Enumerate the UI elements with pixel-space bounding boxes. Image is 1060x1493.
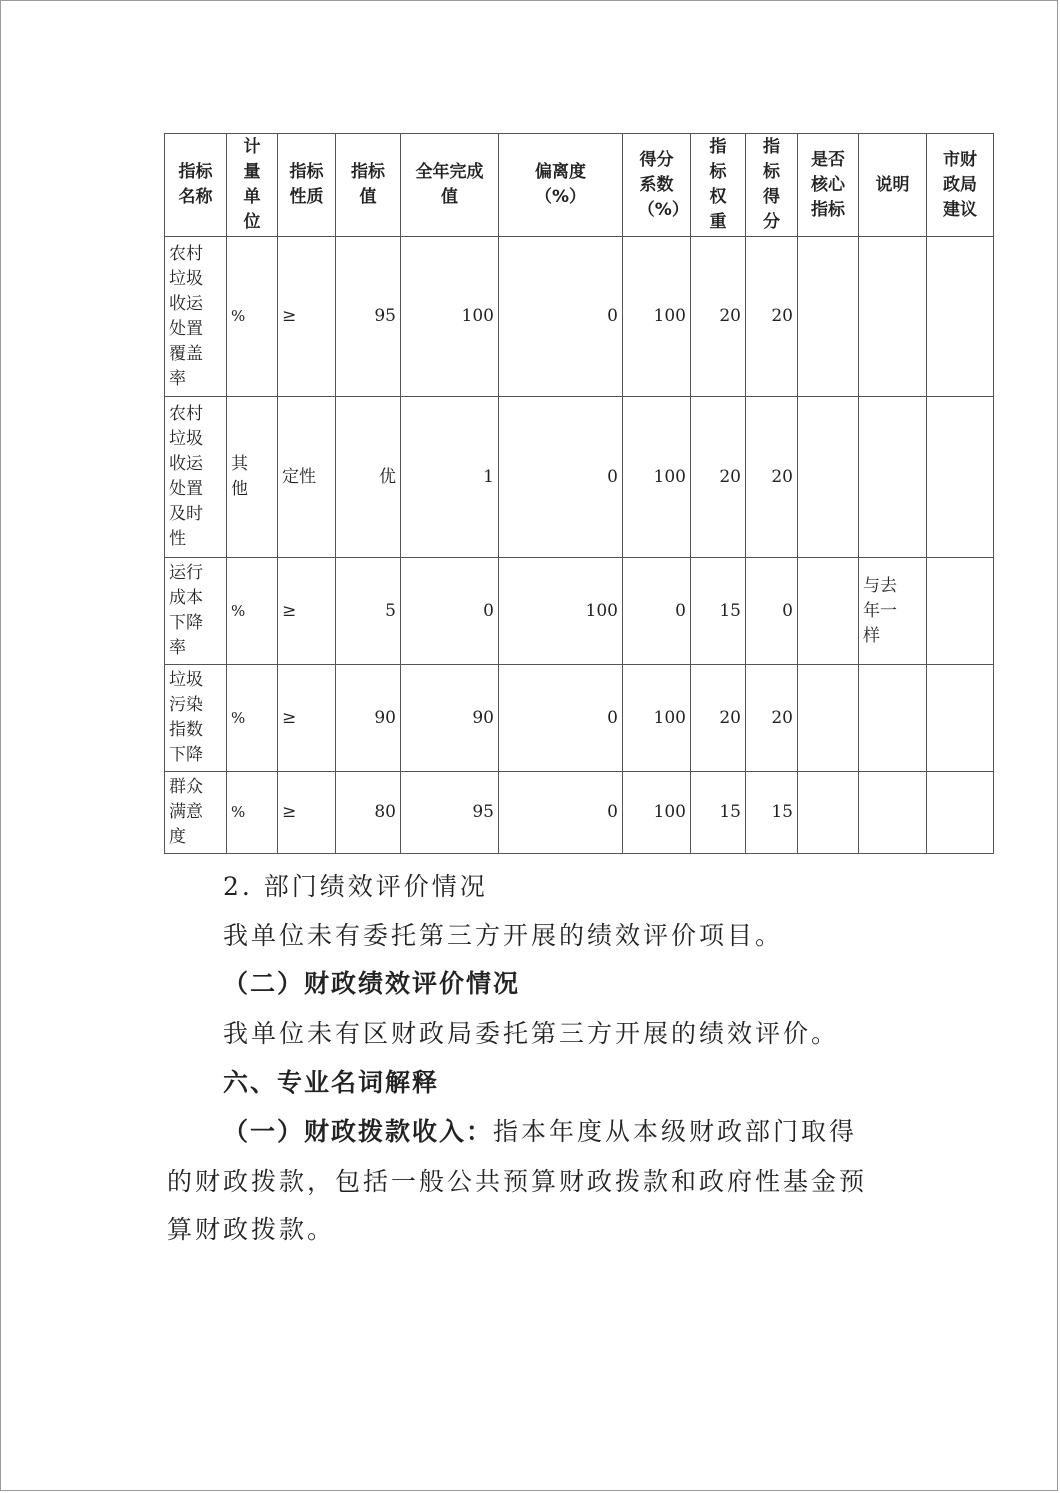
glossary-item-line: 算财政拨款。: [167, 1215, 336, 1244]
cell-note: [859, 665, 927, 772]
cell-note: [859, 397, 927, 558]
cell-indicator-name: 农村垃圾收运处置及时性: [165, 397, 227, 558]
header-property: 指标性质: [278, 134, 336, 237]
cell-weight: 20: [691, 397, 746, 558]
cell-unit: %: [227, 558, 278, 665]
table-row: [165, 772, 994, 854]
cell-unit: %: [227, 772, 278, 854]
cell-score: 15: [746, 772, 798, 854]
table-header-row: [165, 134, 994, 237]
cell-score: 20: [746, 665, 798, 772]
cell-score: 20: [746, 397, 798, 558]
cell-target-value: 90: [336, 665, 401, 772]
cell-core-indicator: [798, 558, 859, 665]
cell-unit: %: [227, 665, 278, 772]
cell-property: 定性: [278, 397, 336, 558]
header-target-value: 指标值: [336, 134, 401, 237]
glossary-item-line: [223, 1112, 857, 1148]
header-deviation: 偏离度（%）: [499, 134, 623, 237]
header-score-coefficient: 得分系数（%）: [623, 134, 691, 237]
cell-target-value: 95: [336, 237, 401, 397]
header-score: 指标得分: [746, 134, 798, 237]
cell-indicator-name: 垃圾污染指数下降: [165, 665, 227, 772]
table-row: [165, 558, 994, 665]
header-note: 说明: [859, 134, 927, 237]
cell-score-coefficient: 100: [623, 237, 691, 397]
cell-weight: 20: [691, 237, 746, 397]
cell-core-indicator: [798, 397, 859, 558]
cell-deviation: 0: [499, 772, 623, 854]
cell-score-coefficient: 100: [623, 397, 691, 558]
header-weight: 指标权重: [691, 134, 746, 237]
cell-core-indicator: [798, 665, 859, 772]
header-unit: 计量单位: [227, 134, 278, 237]
table-row: [165, 237, 994, 397]
glossary-definition: 指本年度从本级财政部门取得: [493, 1117, 858, 1146]
cell-note: [859, 772, 927, 854]
cell-core-indicator: [798, 237, 859, 397]
cell-annual-actual: 100: [401, 237, 499, 397]
finance-eval-heading: （二）财政绩效评价情况: [223, 969, 521, 998]
cell-core-indicator: [798, 772, 859, 854]
cell-score-coefficient: 0: [623, 558, 691, 665]
cell-score-coefficient: 100: [623, 665, 691, 772]
cell-deviation: 100: [499, 558, 623, 665]
cell-unit: 其他: [227, 397, 278, 558]
cell-weight: 20: [691, 665, 746, 772]
cell-annual-actual: 0: [401, 558, 499, 665]
cell-score-coefficient: 100: [623, 772, 691, 854]
dept-eval-heading: 2. 部门绩效评价情况: [223, 872, 488, 901]
table-row: [165, 397, 994, 558]
header-finance-advice: 市财政局建议: [927, 134, 994, 237]
cell-note: [859, 237, 927, 397]
cell-property: ≥: [278, 558, 336, 665]
header-core-indicator: 是否核心指标: [798, 134, 859, 237]
cell-deviation: 0: [499, 665, 623, 772]
cell-weight: 15: [691, 772, 746, 854]
cell-property: ≥: [278, 772, 336, 854]
dept-eval-paragraph: 我单位未有委托第三方开展的绩效评价项目。: [223, 921, 784, 950]
cell-finance-advice: [927, 397, 994, 558]
cell-finance-advice: [927, 558, 994, 665]
glossary-item-line: 的财政拨款，包括一般公共预算财政拨款和政府性基金预: [167, 1167, 868, 1196]
cell-deviation: 0: [499, 397, 623, 558]
cell-target-value: 80: [336, 772, 401, 854]
cell-target-value: 5: [336, 558, 401, 665]
cell-unit: %: [227, 237, 278, 397]
header-indicator-name: 指标名称: [165, 134, 227, 237]
cell-score: 0: [746, 558, 798, 665]
cell-property: ≥: [278, 237, 336, 397]
header-annual-actual: 全年完成值: [401, 134, 499, 237]
cell-target-value: 优: [336, 397, 401, 558]
glossary-term: （一）财政拨款收入：: [223, 1117, 494, 1146]
cell-annual-actual: 1: [401, 397, 499, 558]
performance-indicator-table: [164, 133, 994, 854]
cell-note: 与去年一样: [859, 558, 927, 665]
table-row: [165, 665, 994, 772]
cell-indicator-name: 农村垃圾收运处置覆盖率: [165, 237, 227, 397]
cell-deviation: 0: [499, 237, 623, 397]
glossary-heading: 六、专业名词解释: [223, 1068, 440, 1097]
finance-eval-paragraph: 我单位未有区财政局委托第三方开展的绩效评价。: [223, 1019, 840, 1048]
cell-indicator-name: 运行成本下降率: [165, 558, 227, 665]
cell-annual-actual: 90: [401, 665, 499, 772]
cell-score: 20: [746, 237, 798, 397]
cell-finance-advice: [927, 772, 994, 854]
cell-property: ≥: [278, 665, 336, 772]
cell-indicator-name: 群众满意度: [165, 772, 227, 854]
cell-annual-actual: 95: [401, 772, 499, 854]
cell-finance-advice: [927, 237, 994, 397]
cell-weight: 15: [691, 558, 746, 665]
cell-finance-advice: [927, 665, 994, 772]
